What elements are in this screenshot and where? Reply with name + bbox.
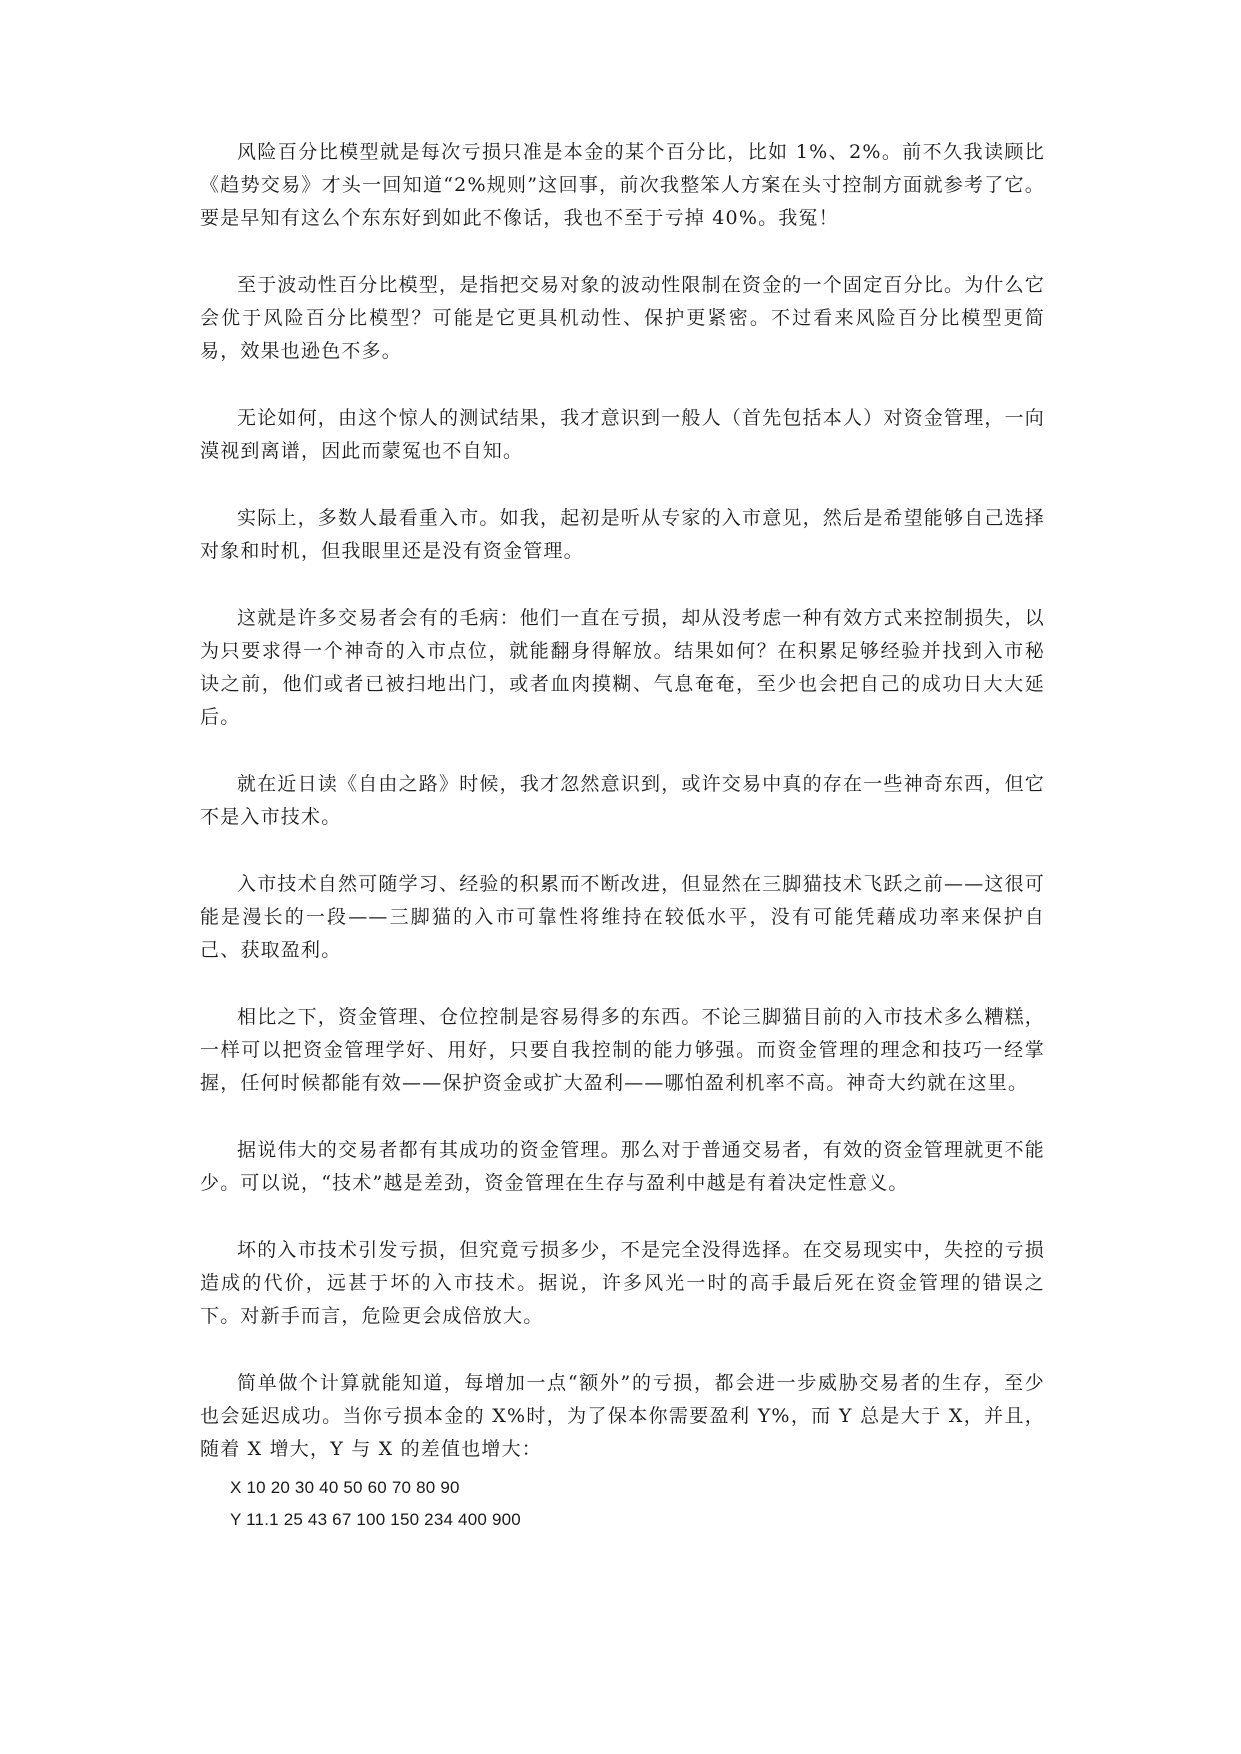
paragraph-entry-focus: 实际上，多数人最看重入市。如我，起初是听从专家的入市意见，然后是希望能够自己选择对象和时机，但我眼里还是没有资金管理。 — [200, 507, 1046, 562]
table-row-y: Y 11.1 25 43 67 100 150 234 400 900 — [230, 1510, 521, 1529]
paragraph-money-management-easier: 相比之下，资金管理、仓位控制是容易得多的东西。不论三脚猫目前的入市技术多么糟糕，一样可以把资金管理学好、用好，只要自我控制的能力够强。而资金管理的理念和技巧一经掌握，任何时候都能有效——保护资金或扩大盈利——哪怕盈利机率不高。神奇大约就在这里。 — [200, 1006, 1046, 1094]
paragraph-test-result: 无论如何，由这个惊人的测试结果，我才意识到一般人（首先包括本人）对资金管理，一向漠视到离谱，因此而蒙冤也不自知。 — [200, 407, 1046, 462]
paragraph-great-traders: 据说伟大的交易者都有其成功的资金管理。那么对于普通交易者，有效的资金管理就更不能少。可以说，“技术”越是差劲，资金管理在生存与盈利中越是有着决定性意义。 — [200, 1139, 1046, 1194]
paragraph-trader-flaw: 这就是许多交易者会有的毛病：他们一直在亏损，却从没考虑一种有效方式来控制损失，以为只要求得一个神奇的入市点位，就能翻身得解放。结果如何？在积累足够经验并找到入市秘诀之前，他们或者已被扫地出门，或者血肉摸糊、气息奄奄，至少也会把自己的成功日大大延后。 — [200, 607, 1046, 728]
paragraph-bad-entry-loss: 坏的入市技术引发亏损，但究竟亏损多少，不是完全没得选择。在交易现实中，失控的亏损造成的代价，远甚于坏的入市技术。据说，许多风光一时的高手最后死在资金管理的错误之下。对新手而言，危险更会成倍放大。 — [200, 1239, 1046, 1327]
paragraph-entry-technique: 入市技术自然可随学习、经验的积累而不断改进，但显然在三脚猫技术飞跃之前——这很可能是漫长的一段——三脚猫的入市可靠性将维持在较低水平，没有可能凭藉成功率来保护自己、获取盈利。 — [200, 873, 1046, 961]
table-row-x: X 10 20 30 40 50 60 70 80 90 — [230, 1478, 460, 1497]
paragraph-simple-calculation: 简单做个计算就能知道，每增加一点“额外”的亏损，都会进一步威胁交易者的生存，至少也会延迟成功。当你亏损本金的 X%时，为了保本你需要盈利 Y%，而 Y 总是大于 X，并且，随着 X 增大，Y 与 X 的差值也增大： — [200, 1372, 1045, 1460]
paragraph-volatility-percent-model: 至于波动性百分比模型，是指把交易对象的波动性限制在资金的一个固定百分比。为什么它会优于风险百分比模型？可能是它更具机动性、保护更紧密。不过看来风险百分比模型更简易，效果也逊色不多。 — [200, 274, 1046, 362]
paragraph-road-to-freedom: 就在近日读《自由之路》时候，我才忽然意识到，或许交易中真的存在一些神奇东西，但它不是入市技术。 — [200, 773, 1046, 828]
document-body — [200, 136, 1045, 1536]
paragraph-risk-percent-model: 风险百分比模型就是每次亏损只准是本金的某个百分比，比如 1%、2%。前不久我读顾比《趋势交易》才头一回知道“2%规则”这回事，前次我整笨人方案在头寸控制方面就参考了它。要是早知有这么个东东好到如此不像话，我也不至于亏掉 40%。我冤！ — [200, 141, 1045, 229]
loss-recovery-table — [200, 1472, 1045, 1536]
